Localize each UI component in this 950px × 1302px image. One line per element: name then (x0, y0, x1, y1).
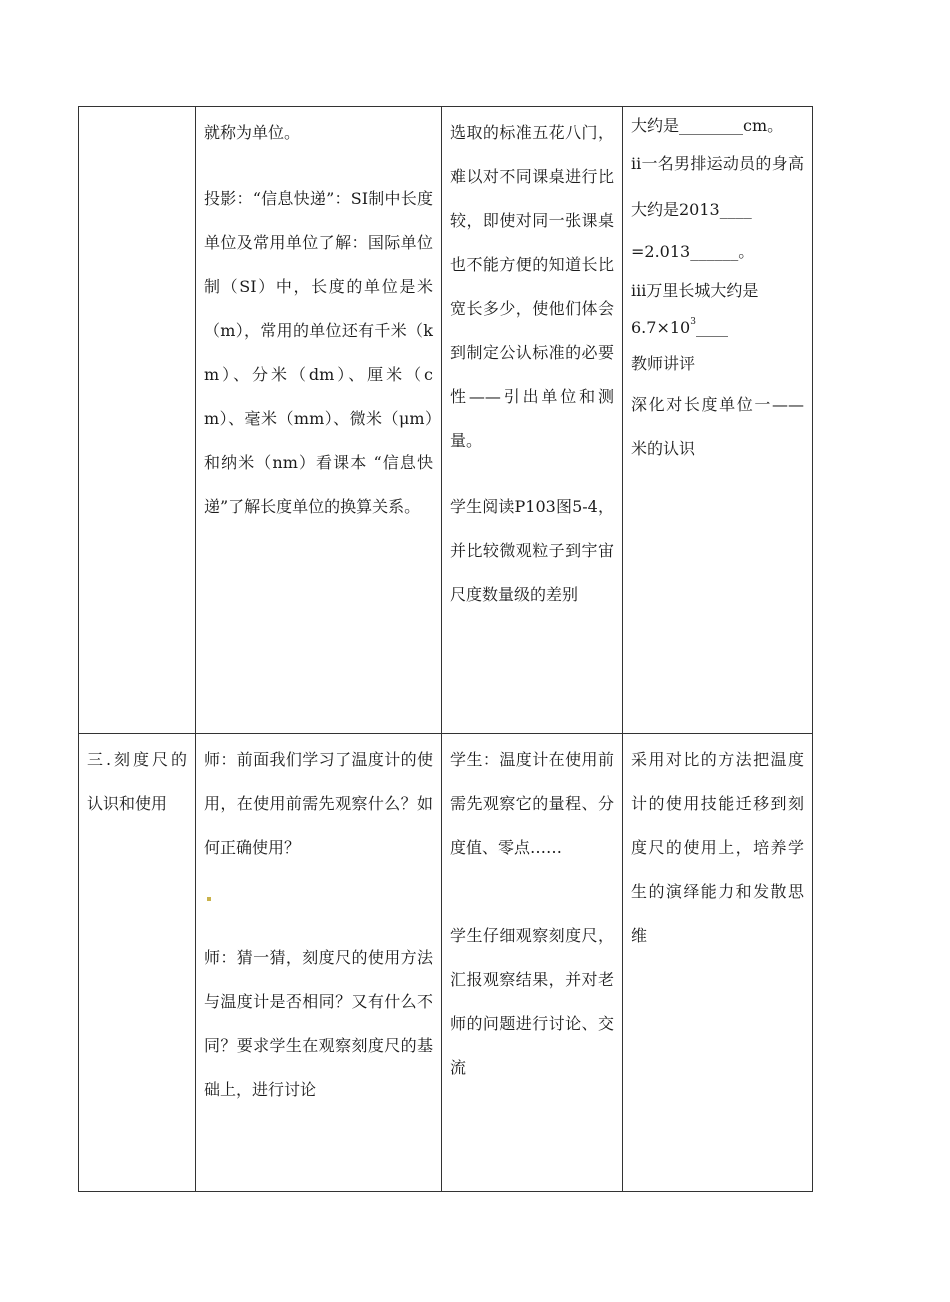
blank: ____ (695, 318, 728, 337)
design-intent-cell (623, 107, 813, 734)
teacher-text: 投影：“信息快递”：SI制中长度单位及常用单位了解：国际单位制（SI）中，长度的单位是米（m），常用的单位还有千米（km）、分米（dm）、厘米（cm）、毫米（mm）、微米（μm）和纳米（nm）看课本 “信息快递”了解长度单位的换算关系。 (204, 189, 433, 516)
intent-line (631, 311, 804, 345)
intent-text: 采用对比的方法把温度计的使用技能迁移到刻度尺的使用上，培养学生的演绎能力和发散思维 (631, 750, 804, 945)
intent-line: =2.013______。 (631, 242, 755, 261)
number-base: 6.7×10 (631, 318, 691, 337)
intent-line: ii一名男排运动员的身高大约是2013____ (631, 154, 804, 219)
student-text: 学生仔细观察刻度尺，汇报观察结果，并对老师的问题进行讨论、交流 (450, 926, 614, 1077)
intent-line: 教师讲评 (631, 354, 696, 373)
table-row (79, 734, 813, 1192)
stage-cell (79, 734, 196, 1192)
teacher-text: 师：前面我们学习了温度计的使用，在使用前需先观察什么？如何正确使用？ (204, 750, 433, 857)
student-activity-cell (442, 107, 623, 734)
student-text: 学生：温度计在使用前需先观察它的量程、分度值、零点…… (450, 750, 614, 857)
teacher-text: 师：猜一猜，刻度尺的使用方法与温度计是否相同？又有什么不同？要求学生在观察刻度尺的基础上，进行讨论 (204, 948, 433, 1099)
intent-line: 大约是________cm。 (631, 116, 784, 135)
lesson-plan-table (78, 106, 813, 1192)
student-text: 学生阅读P103图5-4，并比较微观粒子到宇宙尺度数量级的差别 (450, 497, 614, 604)
teacher-activity-cell (196, 734, 442, 1192)
intent-line: iii万里长城大约是 (631, 281, 759, 300)
stage-cell (79, 107, 196, 734)
table-row (79, 107, 813, 734)
design-intent-cell (623, 734, 813, 1192)
intent-line: 深化对长度单位一——米的认识 (631, 395, 804, 458)
exponent: 3 (690, 317, 696, 327)
stage-title: 三.刻度尺的认识和使用 (87, 750, 187, 813)
student-text: 选取的标准五花八门，难以对不同课桌进行比较，即使对同一张课桌也不能方便的知道长比宽长多少，使他们体会到制定公认标准的必要性——引出单位和测量。 (450, 123, 614, 450)
student-activity-cell (442, 734, 623, 1192)
teacher-activity-cell (196, 107, 442, 734)
stray-mark (207, 897, 211, 901)
teacher-text: 就称为单位。 (204, 123, 301, 142)
